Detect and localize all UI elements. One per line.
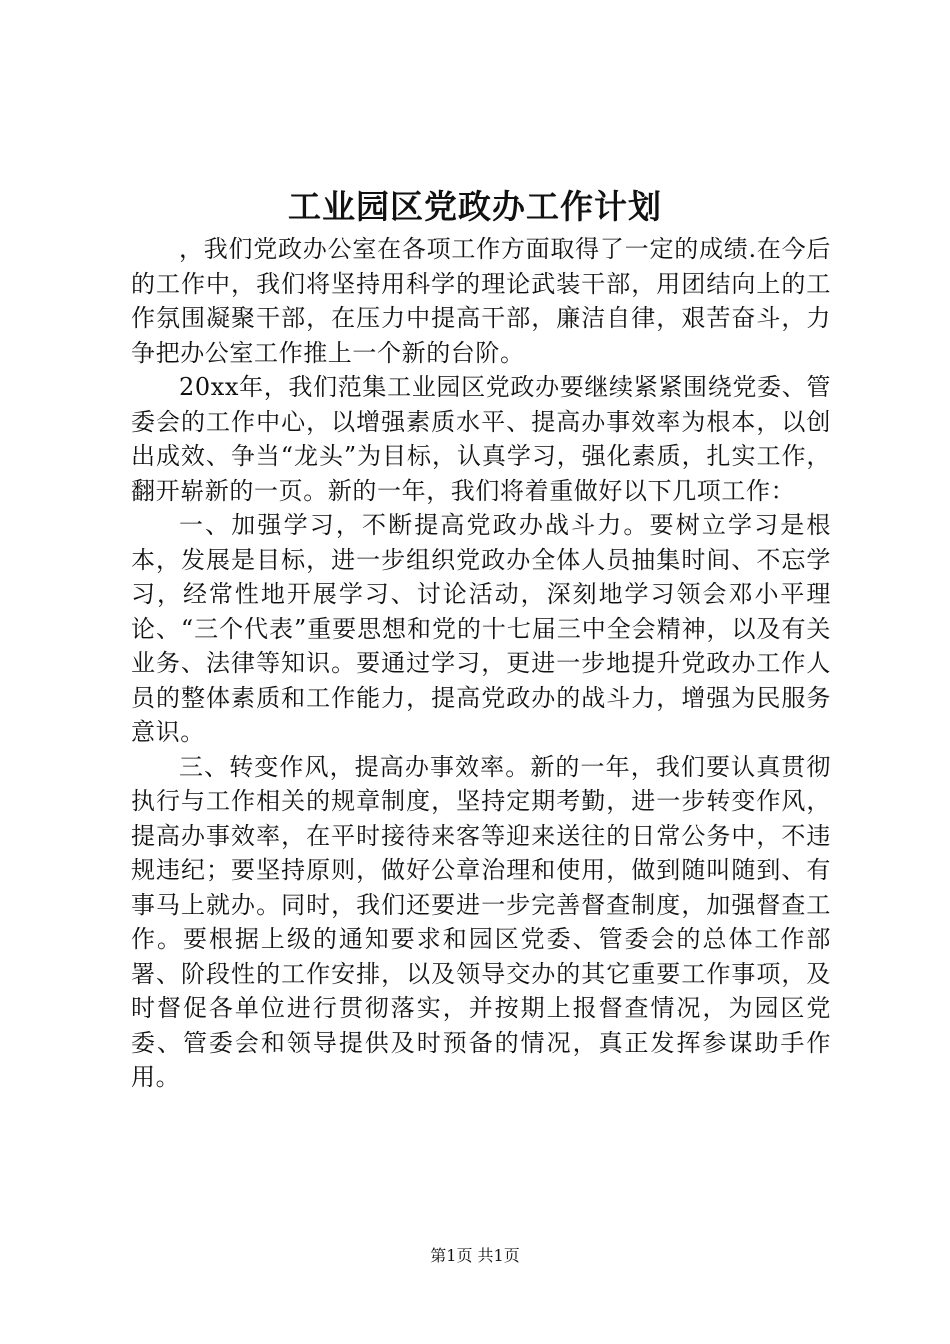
document-body bbox=[131, 232, 831, 1095]
paragraph-change-style: 三、转变作风，提高办事效率。新的一年，我们要认真贯彻执行与工作相关的规章制度，坚持定期考勤，进一步转变作风，提高办事效率，在平时接待来客等迎来送往的日常公务中，不违规违纪；要坚持原则，做好公章治理和使用，做到随叫随到、有事马上就办。同时，我们还要进一步完善督查制度，加强督查工作。要根据上级的通知要求和园区党委、管委会的总体工作部署、阶段性的工作安排，以及领导交办的其它重要工作事项，及时督促各单位进行贯彻落实，并按期上报督查情况，为园区党委、管委会和领导提供及时预备的情况，真正发挥参谋助手作用。 bbox=[131, 752, 831, 1091]
document-title: 工业园区党政办工作计划 bbox=[288, 187, 662, 226]
paragraph-intro: ，我们党政办公室在各项工作方面取得了一定的成绩.在今后的工作中，我们将坚持用科学的理论武装干部，用团结向上的工作氛围凝聚干部，在压力中提高干部，廉洁自律，艰苦奋斗，力争把办公室工作推上一个新的台阶。 bbox=[131, 235, 831, 367]
paragraph-annual-goal: 20xx年，我们范集工业园区党政办要继续紧紧围绕党委、管委会的工作中心，以增强素质水平、提高办事效率为根本，以创出成效、争当“龙头”为目标，认真学习，强化素质，扎实工作，翻开崭新的一页。新的一年，我们将着重做好以下几项工作： bbox=[131, 373, 831, 505]
paragraph-strengthen-learning: 一、加强学习，不断提高党政办战斗力。要树立学习是根本，发展是目标，进一步组织党政办全体人员抽集时间、不忘学习，经常性地开展学习、讨论活动，深刻地学习领会邓小平理论、“三个代表”重要思想和党的十七届三中全会精神，以及有关业务、法律等知识。要通过学习，更进一步地提升党政办工作人员的整体素质和工作能力，提高党政办的战斗力，增强为民服务意识。 bbox=[131, 511, 831, 746]
page-footer: 第1页 共1页 bbox=[430, 1246, 520, 1265]
